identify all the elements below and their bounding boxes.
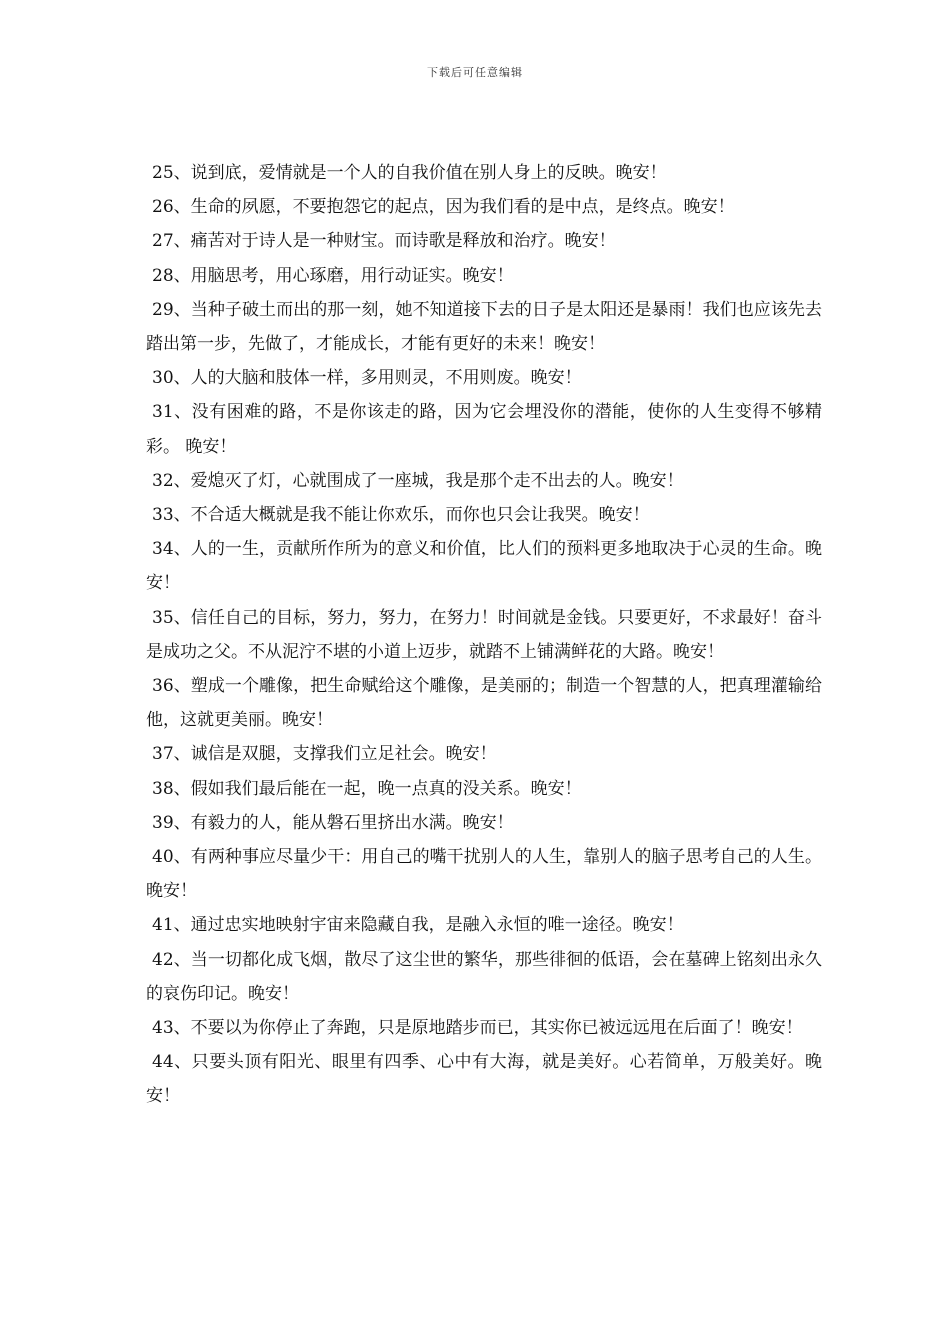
list-item: 36、塑成一个雕像，把生命赋给这个雕像，是美丽的；制造一个智慧的人，把真理灌输给他，这就更美丽。晚安！ (146, 676, 822, 731)
list-item: 26、生命的夙愿，不要抱怨它的起点，因为我们看的是中点，是终点。晚安！ (152, 197, 735, 218)
list-item: 30、人的大脑和肢体一样，多用则灵，不用则废。晚安！ (152, 368, 582, 389)
list-item: 35、信任自己的目标，努力，努力，在努力！时间就是金钱。只要更好，不求最好！奋斗是成功之父。不从泥泞不堪的小道上迈步，就踏不上铺满鲜花的大路。晚安！ (146, 607, 822, 662)
list-item: 28、用脑思考，用心琢磨，用行动证实。晚安！ (152, 265, 514, 286)
list-item: 32、爱熄灭了灯，心就围成了一座城，我是那个走不出去的人。晚安！ (152, 470, 684, 491)
page-header-note: 下载后可任意编辑 (427, 66, 523, 79)
list-item: 40、有两种事应尽量少干：用自己的嘴干扰别人的人生，靠别人的脑子思考自己的人生。晚安！ (146, 847, 822, 902)
document-body (146, 156, 822, 1114)
list-item: 25、说到底，爱情就是一个人的自我价值在别人身上的反映。晚安！ (152, 163, 667, 183)
list-item: 44、只要头顶有阳光、眼里有四季、心中有大海，就是美好。心若简单，万般美好。晚安！ (146, 1052, 822, 1107)
list-item: 31、没有困难的路，不是你该走的路，因为它会埋没你的潜能，使你的人生变得不够精彩。 晚安！ (146, 402, 822, 457)
list-item: 42、当一切都化成飞烟，散尽了这尘世的繁华，那些徘徊的低语，会在墓碑上铭刻出永久的哀伤印记。晚安！ (146, 949, 822, 1004)
list-item: 33、不合适大概就是我不能让你欢乐，而你也只会让我哭。晚安！ (152, 505, 650, 526)
list-item: 43、不要以为你停止了奔跑，只是原地踏步而已，其实你已被远远甩在后面了！晚安！ (152, 1018, 803, 1039)
list-item: 29、当种子破土而出的那一刻，她不知道接下去的日子是太阳还是暴雨！我们也应该先去踏出第一步，先做了，才能成长，才能有更好的未来！晚安！ (146, 299, 822, 355)
list-item: 37、诚信是双腿，支撑我们立足社会。晚安！ (152, 744, 497, 765)
list-item: 34、人的一生，贡献所作所为的意义和价值，比人们的预料更多地取决于心灵的生命。晚安！ (146, 539, 822, 594)
list-item: 38、假如我们最后能在一起，晚一点真的没关系。晚安！ (152, 778, 582, 799)
list-item: 27、痛苦对于诗人是一种财宝。而诗歌是释放和治疗。晚安！ (152, 231, 616, 252)
list-item: 41、通过忠实地映射宇宙来隐藏自我，是融入永恒的唯一途径。晚安！ (152, 915, 684, 936)
list-item: 39、有毅力的人，能从磐石里挤出水满。晚安！ (152, 812, 514, 833)
